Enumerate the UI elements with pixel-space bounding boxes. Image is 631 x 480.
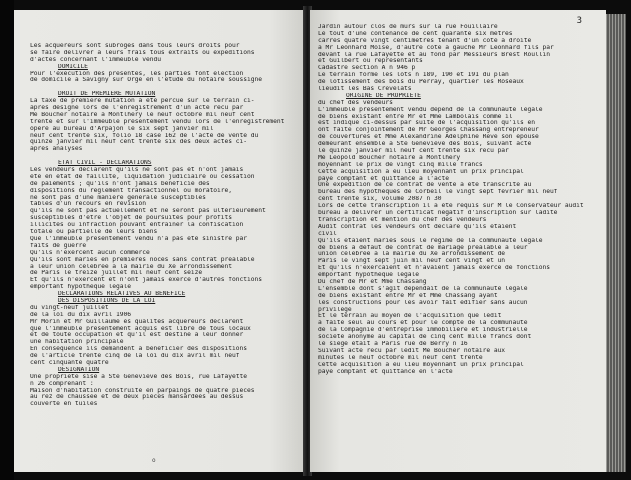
text-line: Les vendeurs declarent qu'ils ne sont pas et n'ont jamais	[30, 167, 244, 174]
text-line: dispositions du reglement transactionnel ou moratoire,	[30, 187, 233, 194]
text-line: quinze janvier mil neuf cent trente six des deux actes ci-	[30, 139, 247, 146]
text-line: a faite seul au cours et pour le compte de la communaute	[318, 320, 528, 327]
text-line: lieudit les Bas Crevelats	[318, 86, 412, 93]
text-line: ne sont pas d'une maniere generale susceptibles	[30, 194, 206, 201]
text-line: du vingt-neuf juillet	[30, 304, 109, 311]
text-line: carres quatre vingt centimetres tenant d'un cote a droite	[318, 37, 532, 44]
text-line: n 26 comprenant :	[30, 380, 94, 387]
text-line: Cette acquisition a eu lieu moyennant un prix principal	[318, 361, 524, 368]
text-line: de biens a defaut de contrat de mariage prealable a leur	[318, 244, 528, 251]
text-line: Une propriete sise a Ste Genevieve des Bois, rue Lafayette	[30, 373, 247, 380]
text-line: Que l'immeuble presentement vendu n'a pas ete sinistre par	[30, 235, 247, 242]
text-line: Maison d'habitation construite en parpaings de quatre pieces	[30, 387, 255, 394]
text-line: Le terrain forme les lots n 189, 190 et 191 du plan	[318, 72, 509, 79]
text-line: Cadastre section A n 946 p	[318, 65, 416, 72]
text-line: de biens existant entre Mr et Mme Chassang ayant	[318, 292, 498, 299]
text-line: ETAT CIVIL - DECLARATIONS	[58, 160, 152, 167]
text-line	[30, 153, 298, 160]
text-line: Qu'ils n'exercent aucun commerce	[30, 249, 150, 256]
text-line: societe anonyme au capital de cinq cent mille francs dont	[318, 334, 532, 341]
left-page	[14, 10, 304, 472]
text-line: Du chef de Mr et Mme Chassang	[318, 278, 427, 285]
text-line: est indique ci-dessus par suite de l'acquisition qu'ils en	[318, 120, 535, 127]
text-line: cent trente six, volume 2087 n 30	[318, 196, 442, 203]
text-line: le quinze janvier mil neuf cent trente six recu par	[318, 148, 509, 155]
text-line: faits de guerre	[30, 242, 87, 249]
text-line: que l'immeuble presentement acquis est libre de tous locaux	[30, 325, 251, 332]
text-line: emportant hypotheque legale	[30, 284, 132, 291]
text-line: Suivant acte recu par ledit Me Boucher notaire aux	[318, 347, 506, 354]
text-line: paye comptant et quittance a l'acte	[318, 175, 449, 182]
text-line: cent cinquante quatre	[30, 359, 109, 366]
text-line: de l'article trente cinq de la loi du dix avril mil neuf	[30, 353, 240, 360]
text-line: Les acquereurs sont subroges dans tous leurs droits pour	[30, 43, 240, 49]
text-line: Qu'ils sont maries en premieres noces sans contrat prealable	[30, 256, 255, 263]
text-line: bureau a delivrer un certificat negatif d'inscription sur ladite	[318, 210, 558, 217]
right-page	[310, 10, 606, 472]
text-line: a leur union celebree a la mairie du Xe arrondissement	[30, 263, 233, 270]
text-line: minutes le neuf octobre mil neuf cent trente	[318, 354, 483, 361]
text-line: ete en etat de faillite, liquidation judiciaire ou cessation	[30, 173, 255, 180]
text-line: au rez de chaussee et de deux pieces mansardees au dessus	[30, 394, 244, 401]
text-line: de domicile a Savigny sur Orge en l'etude du notaire soussigne	[30, 77, 262, 84]
text-line: de biens existant entre Mr et Mme Lambolais comme il	[318, 113, 513, 120]
text-line: le siege etait a Paris rue de Berry n 16	[318, 340, 468, 347]
text-line: du chef des vendeurs	[318, 99, 393, 106]
text-line: L'immeuble presentement vendu depend de la communaute legale	[318, 106, 543, 113]
text-line: DROIT DE PREMIERE MUTATION	[58, 91, 156, 98]
text-line: de couvertures et Mme Alexandrine Adelphine Reve son epouse	[318, 134, 539, 141]
text-line: d'actes concernant l'immeuble vendu	[30, 56, 161, 63]
text-line: bureau des hypotheques de Corbeil le vingt sept fevrier mil neuf	[318, 189, 558, 196]
text-line: Mr Morin et Mr Guillaume es qualites acquereurs declarent	[30, 318, 244, 325]
left-page-text	[30, 43, 298, 408]
text-line: DECLARATIONS RELATIVES AU BENEFICE	[58, 291, 186, 298]
text-line: DOMICILE	[58, 63, 88, 70]
left-page-bottom-mark: o	[152, 457, 156, 464]
text-line: DESIGNATION	[58, 366, 100, 373]
text-line: opere au bureau d'Arpajon le six sept janvier mil	[30, 125, 214, 132]
text-line: privilege	[318, 306, 352, 313]
text-line: de Paris le treize juillet mil neuf cent seize	[30, 270, 203, 277]
text-line: ORIGINE DE PROPRIETE	[346, 92, 421, 99]
text-line: de la Compagnie d'entreprise immobiliere et industrielle	[318, 327, 528, 334]
text-line: Me Leopold Boucher notaire a Montlhery	[318, 154, 461, 161]
text-line: les constructions pour les avoir fait edifier sans aucun	[318, 299, 528, 306]
text-line: Lors de cette transcription il a ete requis sur M le Conservateur audit	[318, 203, 584, 210]
text-line: une habitation principale	[30, 339, 124, 346]
text-line: Pour l'execution des presentes, les parties font election	[30, 70, 244, 77]
text-line: civil	[318, 230, 337, 237]
text-line: apres designe lors de l'enregistrement d'un acte recu par	[30, 105, 244, 112]
right-page-text	[318, 24, 584, 375]
text-line: union celebree a la mairie du Xe arrondissement de	[318, 251, 506, 258]
left-dark-margin	[0, 0, 14, 480]
text-line: Et le terrain au moyen de l'acquisition que ledit	[318, 313, 502, 320]
text-line: neuf cent trente six, folio 18 case 162 de l'acte de vente du	[30, 132, 259, 139]
text-line: et Guilbert ou representants	[318, 58, 423, 65]
text-line: susceptibles d'etre l'objet de poursuites pour profits	[30, 215, 233, 222]
text-line: L'ensemble dont s'agit dependait de la communaute legale	[318, 285, 528, 292]
text-line: La taxe de premiere mutation a ete percue sur le terrain ci-	[30, 98, 255, 105]
text-line: emportant hypotheque legale	[318, 272, 420, 279]
text-line: transcription et mention du chef des vendeurs	[318, 216, 487, 223]
open-register-book	[14, 4, 626, 478]
text-line: Et qu'ils n'exercent et n'ont jamais exerce d'autres fonctions	[30, 277, 262, 284]
text-line: Et qu'ils n'exercaient et n'avaient jamais exerce de fonctions	[318, 265, 550, 272]
text-line: totale ou partielle de leurs biens	[30, 229, 158, 236]
text-line: Audit contrat les vendeurs ont declare qu'ils etaient	[318, 223, 517, 230]
text-line: moyennant le prix de vingt cinq mille francs	[318, 161, 483, 168]
text-line: DES DISPOSITIONS DE LA LOI	[58, 297, 156, 304]
text-line	[30, 84, 298, 91]
text-line: et de toute occupation et qu'il est destine a leur donner	[30, 332, 244, 339]
text-line: Qu'ils etaient maries sous le regime de la communaute legale	[318, 237, 543, 244]
text-line: Me Boucher notaire a Montlhery le neuf octobre mil neuf cent	[30, 111, 255, 118]
text-line: En consequence ils demandent a beneficier des dispositions	[30, 346, 247, 353]
text-line: devant la rue Lafayette et au fond par Messieurs Brest Roullin	[318, 51, 550, 58]
text-line: Cette acquisition a eu lieu moyennant un prix principal	[318, 168, 524, 175]
page-number: 3	[576, 16, 582, 26]
text-line: qu'ils ne sont pas actuellement et ne seront pas ulterieurement	[30, 208, 266, 215]
text-line: couverte en tuiles	[30, 401, 98, 408]
text-line: Paris le vingt sept juin mil neuf cent vingt et un	[318, 258, 506, 265]
text-line: apres analyses	[30, 146, 83, 153]
text-line: tables d'un recours en revision	[30, 201, 146, 208]
text-line: illicites ou infraction pouvant entrainer la confiscation	[30, 222, 244, 229]
text-line: ont faite conjointement de Mr Georges Chassang entrepreneur	[318, 127, 539, 134]
text-line: Le tout d'une contenance de cent quarante six metres	[318, 30, 513, 37]
text-line: Une expedition de ce contrat de vente a ete transcrite au	[318, 182, 532, 189]
text-line: de paiements ; qu'ils n'ont jamais beneficie des	[30, 180, 210, 187]
text-line: de lotissement des bois du Perray, quartier les Roseaux	[318, 79, 524, 86]
text-line: paye comptant et quittance en l'acte	[318, 368, 453, 375]
text-line: demeurant ensemble a Ste Genevieve des Bois, suivant acte	[318, 141, 532, 148]
text-line: se faire delivrer a leurs frais tous extraits ou expeditions	[30, 49, 255, 56]
text-line: Jardin autour clos de murs sur la rue Fouillaire	[318, 24, 498, 30]
text-line: de la loi du dix avril 1906	[30, 311, 132, 318]
text-line: a Mr Leonhard Moise, d'autre cote a gauche Mr Leonhard fils par	[318, 44, 554, 51]
text-line: trente et sur l'immeuble presentement vendu lors de l'enregistrement	[30, 118, 285, 125]
page-edges	[606, 14, 626, 472]
